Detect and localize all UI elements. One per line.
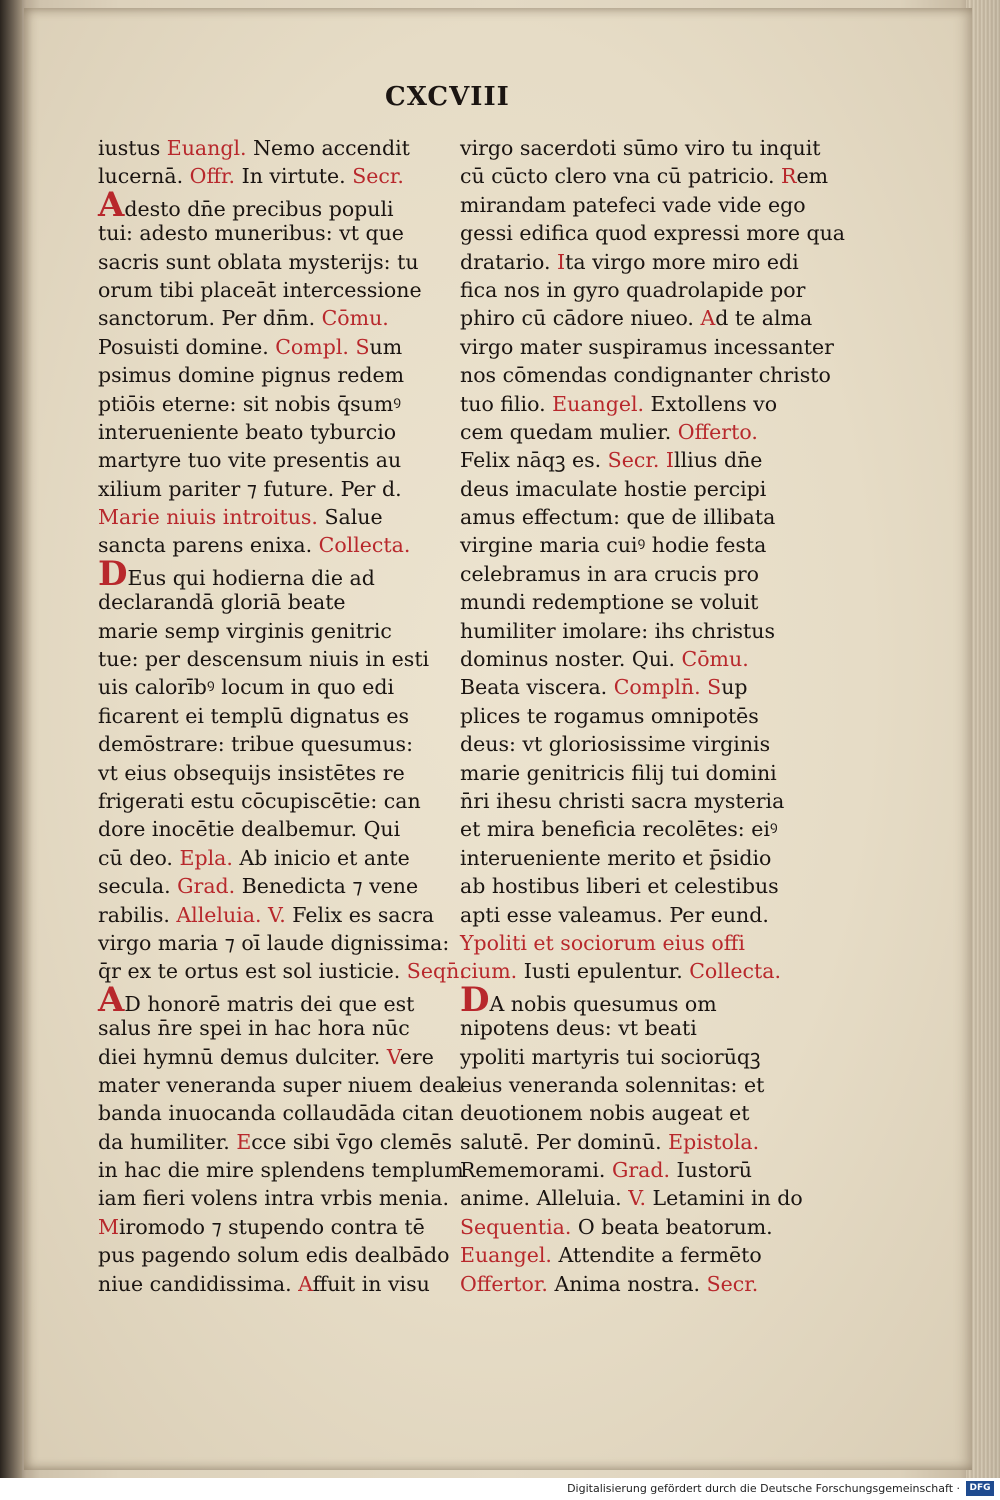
rubric-text: Collecta. [318, 533, 411, 558]
text-line [460, 872, 800, 900]
body-text: O beata beatorum. [571, 1214, 773, 1239]
rubric-text: Compl. [275, 334, 349, 359]
rubric-text: Epistola. [668, 1129, 760, 1154]
body-text: Eus qui hodierna die ad [127, 565, 375, 590]
text-line [98, 134, 438, 162]
body-text: n̄ri ihesu christi sacra mysteria [460, 788, 785, 813]
body-text: virgo maria ⁊ oī laude dignissima: [98, 930, 450, 955]
body-text: d te alma [715, 306, 813, 331]
body-text: plices te rogamus omnipotēs [460, 703, 759, 728]
body-text: salus n̄re spei in hac hora nūc [98, 1016, 410, 1041]
rubric-text: Offerto. [677, 419, 758, 444]
body-text: apti esse valeamus. Per eund. [460, 902, 769, 927]
text-line [98, 1241, 450, 1269]
text-line [98, 390, 438, 418]
body-text: Benedicta ⁊ vene [235, 874, 419, 899]
body-text: cce sibi v̄go clemēs [251, 1129, 453, 1154]
body-text: ta virgo more miro edi [565, 249, 799, 274]
body-text: Felix es sacra [285, 902, 435, 927]
rubric-text: Secr. [706, 1271, 759, 1296]
body-text: Posuisti domine. [98, 334, 276, 359]
text-line [98, 901, 438, 929]
text-line [98, 844, 438, 872]
body-text: q̄r ex te ortus est sol iusticie. [98, 959, 407, 984]
text-line [460, 1270, 800, 1298]
body-text: humiliter imolare: ihs christus [460, 618, 775, 643]
footer-bar [0, 1478, 1000, 1500]
body-text: eius veneranda solennitas: et [460, 1072, 765, 1097]
body-text: celebramus in ara crucis pro [460, 561, 759, 586]
rubric-text: V. [268, 902, 286, 927]
text-line [460, 1014, 800, 1042]
rubric-text: Cōmu. [321, 306, 389, 331]
body-text: iam fieri volens intra vrbis menia. [98, 1186, 449, 1211]
body-text: iromodo ⁊ stupendo contra tē [119, 1214, 425, 1239]
rubric-text: Collecta. [689, 959, 781, 984]
text-line [98, 815, 438, 843]
body-text: Extollens vo [644, 391, 778, 416]
body-text: uis calorībꝰ locum in quo edi [98, 675, 395, 700]
body-text: Attendite a fermēto [551, 1243, 762, 1268]
rubric-text: Grad. [611, 1158, 671, 1183]
body-text: da humiliter. [98, 1129, 237, 1154]
text-line [98, 979, 438, 1020]
text-line [98, 333, 438, 361]
text-line [98, 304, 438, 332]
rubric-text: Compln̄. [613, 675, 701, 700]
text-line [460, 1156, 800, 1184]
body-text: et mira beneficia recolētes: eiꝰ [460, 817, 778, 842]
body-text: banda inuocanda collaudāda citan [98, 1101, 454, 1126]
body-text: psimus domine pignus redem [98, 363, 405, 388]
body-text: Nemo accendit [246, 136, 410, 160]
body-text: up [721, 675, 748, 700]
body-text: marie genitricis filij tui domini [460, 760, 777, 785]
body-text: pus pagendo solum edis dealbādo [98, 1243, 450, 1268]
body-text: mirandam patefeci vade vide ego [460, 192, 806, 217]
body-text: Anima nostra. [547, 1271, 707, 1296]
rubric-text: M [98, 1214, 119, 1239]
text-line [460, 248, 800, 276]
body-text: anime. Alleluia. [460, 1186, 629, 1211]
rubric-text: E [236, 1129, 252, 1154]
body-text: orum tibi placeāt intercessione [98, 277, 422, 302]
body-text: em [796, 164, 829, 189]
text-line [460, 979, 800, 1020]
text-line [460, 1128, 800, 1156]
body-text: nipotens deus: vt beati [460, 1016, 697, 1041]
text-line [460, 418, 800, 446]
body-text: Beata viscera. [460, 675, 614, 700]
text-line [460, 957, 800, 985]
body-text: fica nos in gyro quadrolapide por [460, 277, 806, 302]
rubric-text: V [386, 1044, 400, 1069]
text-line [98, 248, 438, 276]
text-line [98, 503, 438, 531]
body-text: secula. [98, 874, 178, 899]
body-text: virgo mater suspiramus incessanter [460, 334, 834, 359]
text-line [460, 929, 800, 957]
body-text: ere [399, 1044, 434, 1069]
text-line [98, 588, 438, 616]
text-line [460, 673, 800, 701]
body-text: iustus [98, 136, 167, 160]
body-text: tuo filio. [460, 391, 553, 416]
body-text: mundi redemptione se voluit [460, 590, 759, 615]
text-line [460, 1241, 800, 1269]
text-line [460, 333, 834, 361]
text-line [460, 446, 800, 474]
body-text: Iusti epulentur. [517, 959, 690, 984]
left-text-column [98, 134, 466, 1298]
text-line [98, 446, 438, 474]
text-line [98, 184, 438, 225]
text-line [460, 815, 800, 843]
body-text: martyre tuo vite presentis au [98, 448, 402, 473]
body-text: interueniente beato tyburcio [98, 419, 397, 444]
text-line [460, 1071, 800, 1099]
text-line [460, 617, 800, 645]
decorated-initial: A [98, 184, 125, 225]
body-text: dore inocētie dealbemur. Qui [98, 817, 401, 842]
rubric-text: Euangl. [166, 136, 247, 160]
text-line [460, 1043, 800, 1071]
text-line [98, 702, 438, 730]
text-line [98, 162, 438, 190]
body-text: Salue [317, 505, 383, 530]
text-line [460, 475, 800, 503]
rubric-text: Grad. [177, 874, 236, 899]
body-text: tue: per descensum niuis in esti [98, 647, 430, 672]
text-line [460, 588, 800, 616]
text-line [98, 1043, 438, 1071]
rubric-text: Offr. [189, 164, 236, 189]
body-text: sanctorum. Per dn̄m. [98, 306, 322, 331]
body-text: deuotionem nobis augeat et [460, 1101, 750, 1126]
body-text: demōstrare: tribue quesumus: [98, 732, 413, 757]
text-line [98, 1128, 453, 1156]
body-text: salutē. Per dominū. [460, 1129, 669, 1154]
rubric-text: Marie niuis introitus. [98, 505, 318, 530]
rubric-text: I [665, 448, 675, 473]
text-line [98, 759, 438, 787]
text-line [460, 759, 800, 787]
body-text: sancta parens enixa. [98, 533, 319, 558]
rubric-text: Euangel. [552, 391, 645, 416]
body-text: llius dn̄e [674, 448, 763, 473]
body-text: marie semp virginis genitric [98, 618, 392, 643]
text-line [460, 787, 800, 815]
body-text: um [369, 334, 403, 359]
rubric-text: S [707, 675, 722, 700]
text-line [460, 162, 829, 190]
body-text: phiro cū cādore niueo. [460, 306, 701, 331]
text-line [98, 957, 466, 985]
right-text-column [460, 134, 846, 1298]
body-text: diei hymnū demus dulciter. [98, 1044, 387, 1069]
body-text: dratario. [460, 249, 557, 274]
text-line [98, 872, 438, 900]
dfg-logo: DFG [966, 1481, 994, 1496]
rubric-text: Secr. [607, 448, 660, 473]
text-line [460, 304, 813, 332]
rubric-text: Ypoliti et sociorum eius offi [460, 930, 745, 955]
rubric-text: A [298, 1271, 313, 1296]
body-text: cū deo. [98, 845, 180, 870]
text-line [460, 1184, 803, 1212]
rubric-text: I [556, 249, 566, 274]
rubric-text: Seqn̄. [406, 959, 466, 984]
body-text: Iustorū [670, 1158, 752, 1183]
text-line [98, 219, 438, 247]
text-line [98, 617, 438, 645]
body-text: Felix nāqꝫ es. [460, 448, 608, 473]
body-text: deus imaculate hostie percipi [460, 476, 767, 501]
text-line [98, 553, 438, 594]
body-text: Letamini in do [645, 1186, 803, 1211]
text-line [460, 134, 821, 162]
text-line [460, 1213, 800, 1241]
text-line [98, 276, 438, 304]
text-line [460, 276, 806, 304]
rubric-text: cium. [460, 959, 518, 984]
body-text: cem quedam mulier. [460, 419, 678, 444]
text-line [460, 844, 800, 872]
decorated-initial: A [98, 979, 125, 1020]
text-line [460, 361, 831, 389]
body-text: ab hostibus liberi et celestibus [460, 874, 779, 899]
body-text: niue candidissima. [98, 1271, 299, 1296]
text-line [98, 730, 438, 758]
text-line [98, 1213, 438, 1241]
body-text: tui: adesto muneribus: vt que [98, 221, 404, 246]
text-line [460, 503, 800, 531]
body-text: In virtute. [235, 164, 353, 189]
footer-credit: Digitalisierung gefördert durch die Deutsche Forschungsgemeinschaft · [567, 1482, 960, 1495]
body-text: frigerati estu cōcupiscētie: can [98, 788, 421, 813]
text-line [98, 1099, 454, 1127]
decorated-initial: D [98, 553, 128, 594]
body-text: amus effectum: que de illibata [460, 505, 776, 530]
body-text: sacris sunt oblata mysterijs: tu [98, 249, 419, 274]
text-line [98, 361, 438, 389]
text-line [98, 673, 438, 701]
text-line [98, 418, 438, 446]
body-text: desto dn̄e precibus populi [124, 196, 394, 221]
rubric-text: S [355, 334, 370, 359]
body-text: virgo sacerdoti sūmo viro tu inquit [460, 136, 821, 160]
body-text: declarandā gloriā beate [98, 590, 346, 615]
text-line [98, 1270, 438, 1298]
body-text: vt eius obsequijs insistētes re [98, 760, 405, 785]
body-text: gessi edifica quod expressi more qua [460, 221, 846, 246]
text-line [460, 901, 800, 929]
body-text: in hac die mire splendens templum [98, 1158, 464, 1183]
decorated-initial: D [460, 979, 490, 1020]
text-line [98, 1071, 463, 1099]
rubric-text: Cōmu. [681, 647, 749, 672]
text-line [98, 787, 438, 815]
body-text: lucernā. [98, 164, 190, 189]
text-line [98, 929, 450, 957]
text-line [98, 531, 438, 559]
text-line [98, 645, 438, 673]
text-line [460, 1099, 800, 1127]
text-line [98, 1184, 449, 1212]
body-text: mater veneranda super niuem deal [98, 1072, 463, 1097]
body-text: ffuit in visu [312, 1271, 430, 1296]
body-text: xilium pariter ⁊ future. Per d. [98, 476, 402, 501]
rubric-text: Secr. [352, 164, 404, 189]
body-text: nos cōmendas condignanter christo [460, 363, 831, 388]
body-text: dominus noster. Qui. [460, 647, 682, 672]
text-line [98, 1014, 438, 1042]
body-text: Ab inicio et ante [232, 845, 410, 870]
body-text: Rememorami. [460, 1158, 612, 1183]
rubric-text: Epla. [179, 845, 233, 870]
body-text: deus: vt gloriosissime virginis [460, 732, 771, 757]
body-text: D honorē matris dei que est [124, 991, 415, 1016]
rubric-text: Euangel. [460, 1243, 552, 1268]
rubric-text: Alleluia. [176, 902, 262, 927]
text-line [460, 531, 800, 559]
body-text: rabilis. [98, 902, 177, 927]
text-line [460, 702, 800, 730]
rubric-text: R [781, 164, 797, 189]
text-line [460, 219, 846, 247]
text-line [460, 191, 806, 219]
text-line [460, 390, 800, 418]
body-text: ficarent ei templū dignatus es [98, 703, 410, 728]
body-text: A nobis quesumus om [489, 991, 717, 1016]
body-text: cū cūcto clero vna cū patricio. [460, 164, 782, 189]
rubric-text: A [700, 306, 716, 331]
rubric-text: Offertor. [460, 1271, 548, 1296]
body-text: interueniente merito et p̄sidio [460, 845, 772, 870]
body-text: ypoliti martyris tui sociorūqꝫ [460, 1044, 761, 1069]
text-line [98, 1156, 464, 1184]
text-line [460, 645, 800, 673]
text-line [98, 475, 438, 503]
binding-edge [0, 0, 22, 1478]
body-text: ptiōis eterne: sit nobis q̄sumꝰ [98, 391, 402, 416]
rubric-text: V. [628, 1186, 646, 1211]
text-line [460, 730, 800, 758]
rubric-text: Sequentia. [460, 1214, 572, 1239]
folio-number: CXCVIII [385, 82, 510, 112]
text-line [460, 560, 800, 588]
body-text: virgine maria cuiꝰ hodie festa [460, 533, 767, 558]
